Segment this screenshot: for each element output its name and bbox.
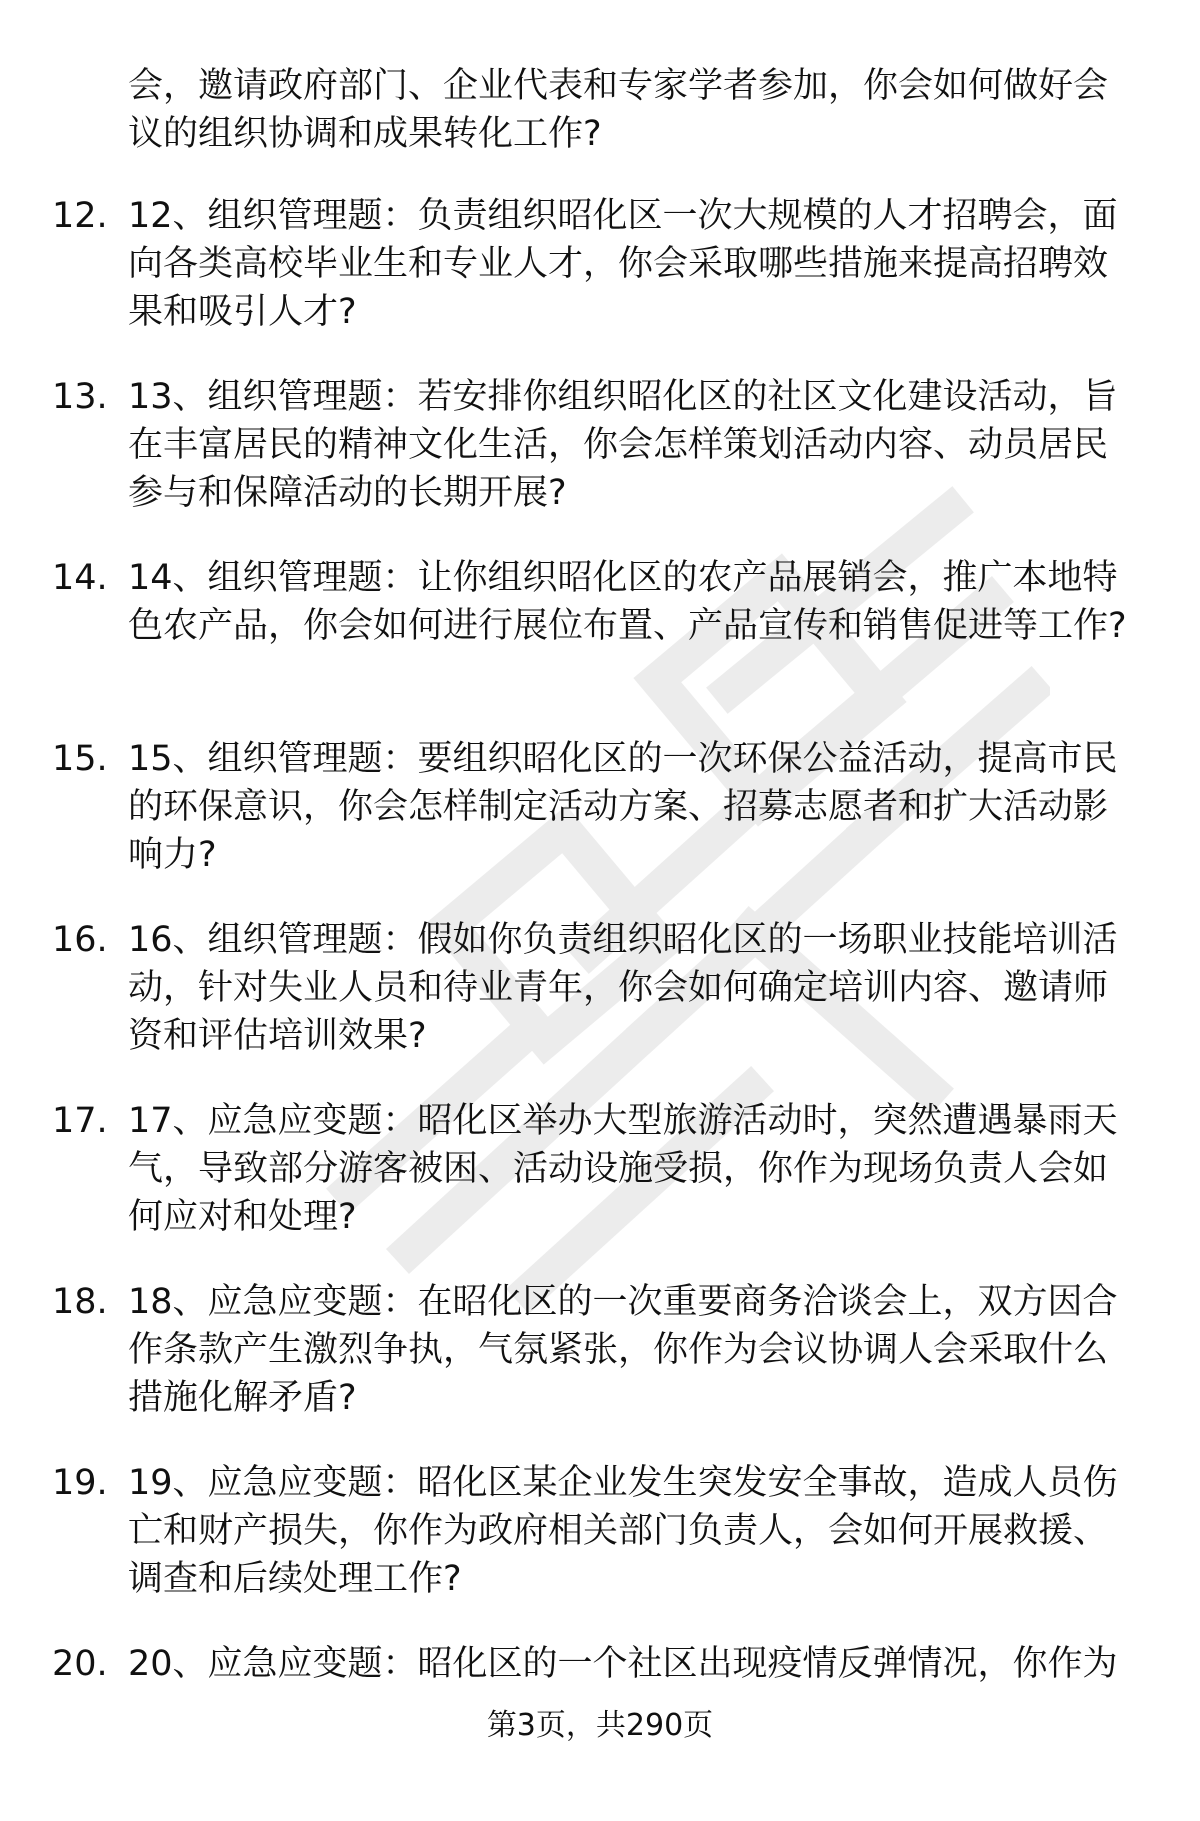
- page-footer: 第3页，共290页: [486, 1708, 714, 1743]
- question-number: 17.: [52, 1101, 108, 1141]
- lead-paragraph: 会，邀请政府部门、企业代表和专家学者参加，你会如何做好会议的组织协调和成果转化工作?: [128, 66, 1109, 154]
- question-text: 15、组织管理题：要组织昭化区的一次环保公益活动，提高市民的环保意识，你会怎样制定活动方案、招募志愿者和扩大活动影响力?: [128, 739, 1118, 875]
- list-item: [0, 554, 1200, 735]
- question-number: 19.: [52, 1463, 108, 1503]
- list-item: [0, 192, 1200, 373]
- question-text: 16、组织管理题：假如你负责组织昭化区的一场职业技能培训活动，针对失业人员和待业青年，你会如何确定培训内容、邀请师资和评估培训效果?: [128, 920, 1118, 1056]
- list-item: [0, 373, 1200, 554]
- question-number: 16.: [52, 920, 108, 960]
- question-number: 18.: [52, 1282, 108, 1322]
- question-list: [0, 192, 1200, 1821]
- list-item: [0, 1097, 1200, 1278]
- question-number: 15.: [52, 739, 108, 779]
- list-item: [0, 1459, 1200, 1640]
- list-item: [0, 735, 1200, 916]
- question-text: 19、应急应变题：昭化区某企业发生突发安全事故，造成人员伤亡和财产损失，你作为政府相关部门负责人，会如何开展救援、调查和后续处理工作?: [128, 1463, 1118, 1599]
- question-text: 14、组织管理题：让你组织昭化区的农产品展销会，推广本地特色农产品，你会如何进行展位布置、产品宣传和销售促进等工作?: [128, 558, 1127, 646]
- question-number: 20.: [52, 1644, 108, 1684]
- question-text: 13、组织管理题：若安排你组织昭化区的社区文化建设活动，旨在丰富居民的精神文化生活，你会怎样策划活动内容、动员居民参与和保障活动的长期开展?: [128, 377, 1118, 513]
- question-number: 12.: [52, 196, 108, 236]
- question-text: 20、应急应变题：昭化区的一个社区出现疫情反弹情况，你作为: [128, 1644, 1118, 1684]
- list-item: [0, 1278, 1200, 1459]
- question-number: 14.: [52, 558, 108, 598]
- question-number: 13.: [52, 377, 108, 417]
- question-text: 17、应急应变题：昭化区举办大型旅游活动时，突然遭遇暴雨天气，导致部分游客被困、活动设施受损，你作为现场负责人会如何应对和处理?: [128, 1101, 1118, 1237]
- list-item: [0, 916, 1200, 1097]
- question-text: 18、应急应变题：在昭化区的一次重要商务洽谈会上，双方因合作条款产生激烈争执，气氛紧张，你作为会议协调人会采取什么措施化解矛盾?: [128, 1282, 1118, 1418]
- question-text: 12、组织管理题：负责组织昭化区一次大规模的人才招聘会，面向各类高校毕业生和专业人才，你会采取哪些措施来提高招聘效果和吸引人才?: [128, 196, 1118, 332]
